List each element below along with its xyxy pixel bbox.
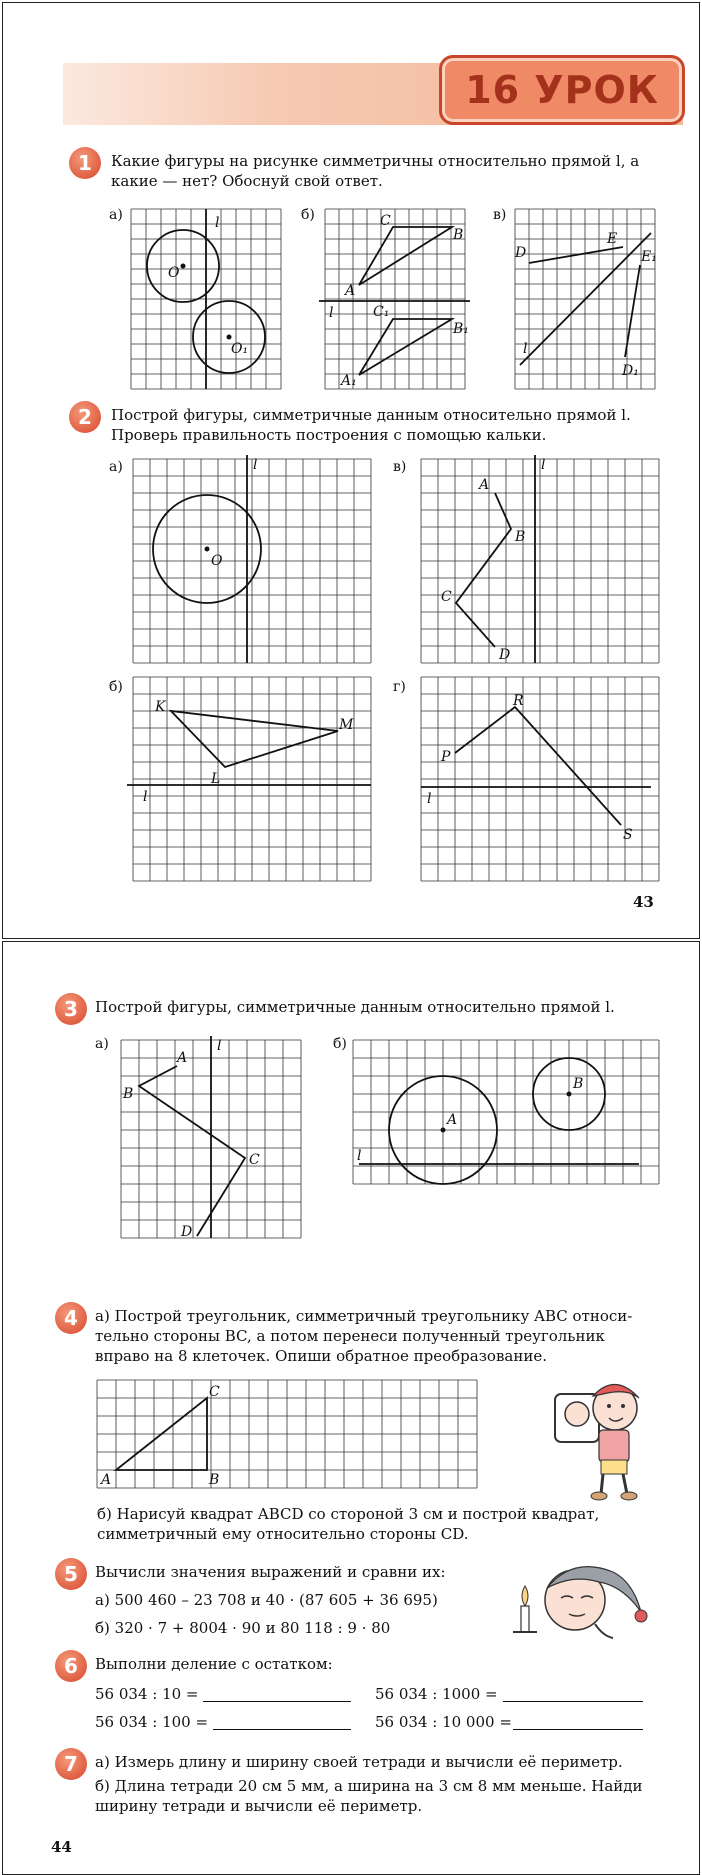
label-A: A: [447, 1112, 458, 1128]
point-O: [205, 547, 210, 552]
task-2g-grid: [421, 677, 659, 881]
task-1-text-1: Какие фигуры на рисунке симметричны относительно прямой l, а: [111, 152, 640, 170]
task-3-number: 3: [55, 993, 87, 1025]
task-3b-label: б): [333, 1036, 347, 1052]
task-2v-grid: [421, 459, 659, 663]
task-1b-label: б): [301, 207, 315, 223]
task-6-expr-3: 56 034 : 100 =: [95, 1713, 209, 1731]
answer-line-4[interactable]: [513, 1729, 643, 1730]
task-1v-grid: [515, 209, 655, 389]
label-l: l: [329, 305, 334, 321]
task-4b-text-1: б) Нарисуй квадрат ABCD со стороной 3 см и построй квадрат,: [97, 1505, 600, 1523]
task-2a-grid: [133, 459, 371, 663]
broken-line-ABCD: [456, 493, 511, 647]
label-B: B: [515, 529, 526, 545]
label-B: B: [209, 1472, 220, 1488]
label-C: C: [249, 1152, 260, 1168]
label-C: C: [209, 1384, 220, 1400]
grid-lines: [97, 1380, 477, 1488]
task-3a-label: а): [95, 1036, 109, 1052]
task-3-text: Построй фигуры, симметричные данным относительно прямой l.: [95, 998, 615, 1016]
task-3b-grid: [353, 1040, 659, 1184]
page-number-43: 43: [633, 893, 654, 911]
task-7-number: 7: [55, 1748, 87, 1780]
label-C: C: [441, 589, 452, 605]
task-1-number: 1: [69, 147, 101, 179]
grid-lines: [133, 459, 371, 663]
label-A1: A₁: [341, 373, 357, 389]
point-O1: [227, 335, 232, 340]
point-B: [567, 1092, 572, 1097]
label-K: K: [155, 699, 166, 715]
task-5-line-a: а) 500 460 – 23 708 и 40 · (87 605 + 36 695): [95, 1591, 438, 1609]
label-E1: E₁: [641, 249, 657, 265]
label-O: O: [168, 265, 180, 281]
task-4-text-3: вправо на 8 клеточек. Опиши обратное преобразование.: [95, 1347, 547, 1365]
label-C1: C₁: [373, 304, 390, 320]
label-E: E: [607, 231, 618, 247]
task-2-text-1: Построй фигуры, симметричные данным относительно прямой l.: [111, 406, 631, 424]
task-2a-label: а): [109, 459, 123, 475]
label-D: D: [499, 647, 511, 663]
grid-lines: [421, 459, 659, 663]
grid-lines: [133, 677, 371, 881]
task-5-text: Вычисли значения выражений и сравни их:: [95, 1563, 446, 1581]
task-7-text-b-1: б) Длина тетради 20 см 5 мм, а ширина на 3 см 8 мм меньше. Найди: [95, 1777, 643, 1795]
label-S: S: [623, 827, 633, 843]
task-3a-grid: [121, 1040, 301, 1238]
answer-line-3[interactable]: [213, 1729, 351, 1730]
task-1a-label: а): [109, 207, 123, 223]
task-2g-label: г): [393, 679, 406, 695]
label-l: l: [143, 789, 148, 805]
task-2v-label: в): [393, 459, 407, 475]
task-7-text-a: а) Измерь длину и ширину своей тетради и вычисли её периметр.: [95, 1753, 623, 1771]
label-l: l: [427, 791, 432, 807]
textbook-page-43: [2, 2, 700, 939]
answer-line-2[interactable]: [503, 1701, 643, 1702]
label-l: l: [215, 215, 220, 231]
label-B: B: [123, 1086, 134, 1102]
task-4-text-2: тельно стороны BC, а потом перенеси полученный треугольник: [95, 1327, 605, 1345]
textbook-page-44: [2, 941, 700, 1875]
task-5-number: 5: [55, 1558, 87, 1590]
task-4-number: 4: [55, 1302, 87, 1334]
task-1v-label: в): [493, 207, 507, 223]
point-O: [181, 264, 186, 269]
triangle-KLM: [171, 711, 338, 767]
task-2-text-2: Проверь правильность построения с помощью кальки.: [111, 426, 547, 444]
label-l: l: [523, 341, 528, 357]
label-B1: B₁: [453, 321, 469, 337]
grid-lines: [325, 209, 465, 389]
task-1a-grid: [131, 209, 281, 389]
label-P: P: [441, 749, 451, 765]
lesson-badge: [439, 55, 685, 125]
label-M: M: [339, 717, 354, 733]
label-l: l: [357, 1148, 362, 1164]
broken-line-PRS: [455, 707, 621, 825]
task-2b-grid: [133, 677, 371, 881]
task-1b-grid: [325, 209, 469, 389]
task-4-grid: [97, 1380, 477, 1488]
task-6-expr-1: 56 034 : 10 =: [95, 1685, 199, 1703]
triangle-A1B1C1: [359, 319, 452, 375]
label-R: R: [513, 693, 524, 709]
label-A: A: [177, 1050, 188, 1066]
task-6-text: Выполни деление с остатком:: [95, 1655, 333, 1673]
boy-mirror-illustration: [543, 1372, 653, 1502]
label-D1: D₁: [622, 363, 639, 379]
answer-line-1[interactable]: [203, 1701, 351, 1702]
grid-lines: [421, 677, 659, 881]
task-6-number: 6: [55, 1650, 87, 1682]
point-A: [441, 1128, 446, 1133]
page-number-44: 44: [51, 1838, 72, 1856]
label-B: B: [453, 227, 464, 243]
label-l: l: [217, 1038, 222, 1054]
label-A: A: [345, 283, 356, 299]
lesson-title: 16 УРОК: [465, 68, 659, 112]
task-2-number: 2: [69, 401, 101, 433]
label-A: A: [101, 1472, 112, 1488]
label-D: D: [181, 1224, 193, 1240]
task-4b-text-2: симметричный ему относительно стороны CD.: [97, 1525, 469, 1543]
task-6-expr-4: 56 034 : 10 000 =: [375, 1713, 512, 1731]
task-2b-label: б): [109, 679, 123, 695]
label-A: A: [479, 477, 490, 493]
task-5-line-b: б) 320 · 7 + 8004 · 90 и 80 118 : 9 · 80: [95, 1619, 391, 1637]
triangle-ABC: [359, 227, 452, 285]
sleepy-boy-candle-illustration: [503, 1552, 653, 1644]
label-l: l: [253, 457, 258, 473]
label-D: D: [515, 245, 527, 261]
label-B: B: [573, 1076, 584, 1092]
label-L: L: [211, 771, 221, 787]
task-6-expr-2: 56 034 : 1000 =: [375, 1685, 498, 1703]
task-1-text-2: какие — нет? Обоснуй свой ответ.: [111, 172, 383, 190]
task-7-text-b-2: ширину тетради и вычисли её периметр.: [95, 1797, 423, 1815]
label-C: C: [380, 213, 391, 229]
task-4-text-1: а) Построй треугольник, симметричный треугольнику ABC относи-: [95, 1307, 633, 1325]
label-O1: O₁: [231, 341, 249, 357]
label-l: l: [541, 457, 546, 473]
label-O: O: [211, 553, 223, 569]
